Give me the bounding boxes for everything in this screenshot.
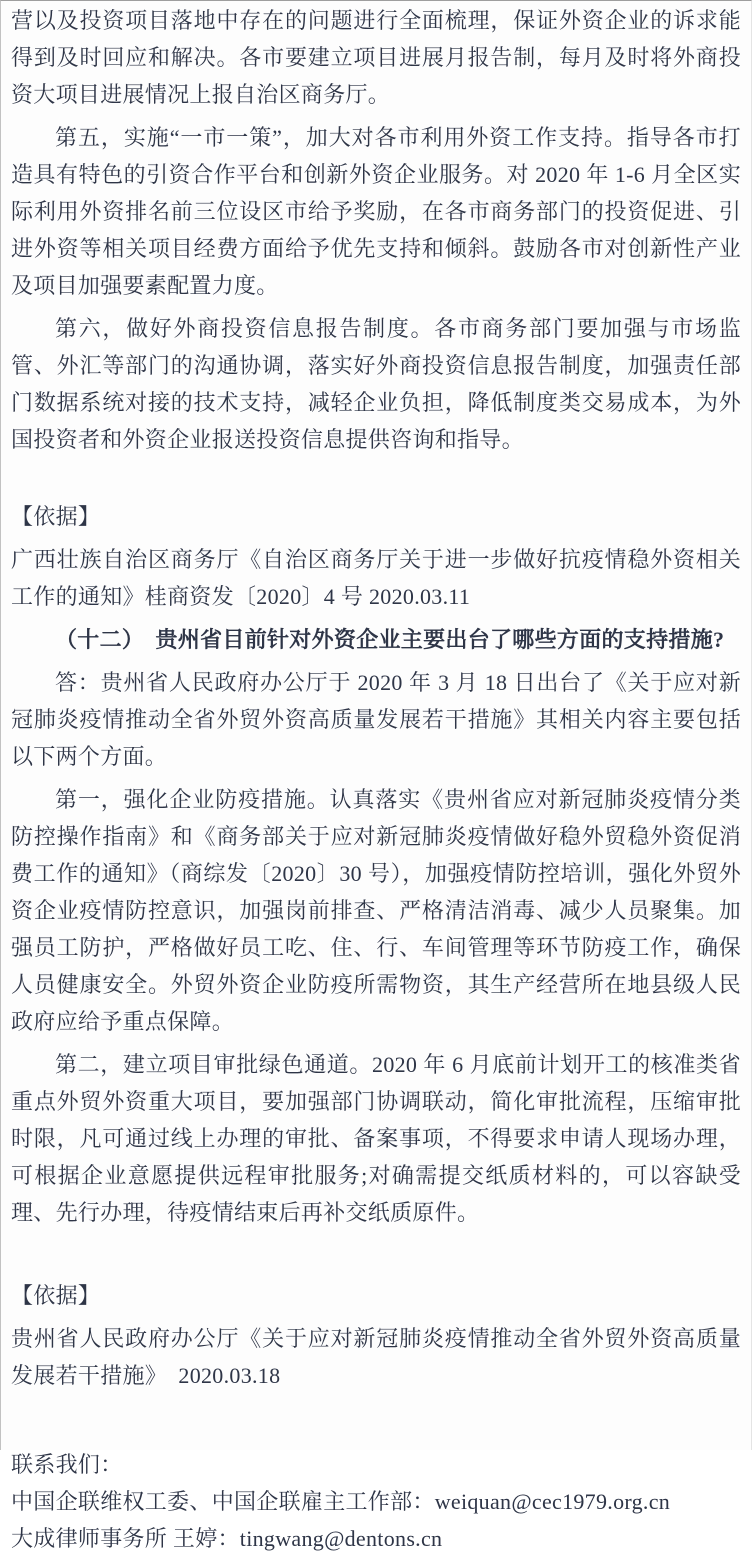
answer-paragraph: 答：贵州省人民政府办公厅于 2020 年 3 月 18 日出台了《关于应对新冠肺炎疫情推动全省外贸外资高质量发展若干措施》其相关内容主要包括以下两个方面。 — [11, 670, 741, 769]
question-heading-twelve: （十二） 贵州省目前针对外资企业主要出台了哪些方面的支持措施? — [55, 627, 725, 652]
body-paragraph-continuation: 营以及投资项目落地中存在的问题进行全面梳理，保证外资企业的诉求能得到及时回应和解决。各市要建立项目进展月报告制，每月及时将外商投资大项目进展情况上报自治区商务厅。 — [11, 8, 741, 107]
body-paragraph-measure-two: 第二，建立项目审批绿色通道。2020 年 6 月底前计划开工的核准类省重点外贸外资重大项目，要加强部门协调联动，简化审批流程，压缩审批时限，凡可通过线上办理的审批、备案事项，不得要求申请人现场办理，可根据企业意愿提供远程审批服务;对确需提交纸质材料的，可以容缺受理、先行办理，待疫情结束后再补交纸质原件。 — [11, 1052, 741, 1225]
contact-heading: 联系我们： — [11, 1452, 123, 1477]
reference-citation-guangxi: 广西壮族自治区商务厅《自治区商务厅关于进一步做好抗疫情稳外资相关工作的通知》桂商资发〔2020〕4 号 2020.03.11 — [11, 547, 741, 609]
reference-citation-guizhou: 贵州省人民政府办公厅《关于应对新冠肺炎疫情推动全省外贸外资高质量发展若干措施》 2020.03.18 — [11, 1326, 741, 1388]
body-paragraph-point-six: 第六，做好外商投资信息报告制度。各市商务部门要加强与市场监管、外汇等部门的沟通协调，落实好外商投资信息报告制度，加强责任部门数据系统对接的技术支持，减轻企业负担，降低制度类交易成本，为外国投资者和外资企业报送投资信息提供咨询和指导。 — [11, 316, 741, 452]
body-paragraph-point-five: 第五，实施“一市一策”，加大对各市利用外资工作支持。指导各市打造具有特色的引资合作平台和创新外资企业服务。对 2020 年 1-6 月全区实际利用外资排名前三位设区市给予奖励，在各市商务部门的投资促进、引进外资等相关项目经费方面给予优先支持和倾斜。鼓励各市对创新性产业及项目加强要素配置力度。 — [11, 125, 741, 298]
body-paragraph-measure-one: 第一，强化企业防疫措施。认真落实《贵州省应对新冠肺炎疫情分类防控操作指南》和《商务部关于应对新冠肺炎疫情做好稳外贸稳外资促消费工作的通知》（商综发〔2020〕30 号），加强疫情防控培训，强化外贸外资企业疫情防控意识，加强岗前排查、严格清洁消毒、减少人员聚集。加强员工防护，严格做好员工吃、住、行、车间管理等环节防疫工作，确保人员健康安全。外贸外资企业防疫所需物资，其生产经营所在地县级人民政府应给予重点保障。 — [11, 787, 741, 1034]
reference-label: 【依据】 — [11, 504, 101, 529]
contact-line-dentons: 大成律师事务所 王婷：tingwang@dentons.cn — [11, 1526, 443, 1551]
contact-line-cec: 中国企联维权工委、中国企联雇主工作部：weiquan@cec1979.org.cn — [11, 1489, 671, 1514]
reference-label: 【依据】 — [11, 1283, 101, 1308]
